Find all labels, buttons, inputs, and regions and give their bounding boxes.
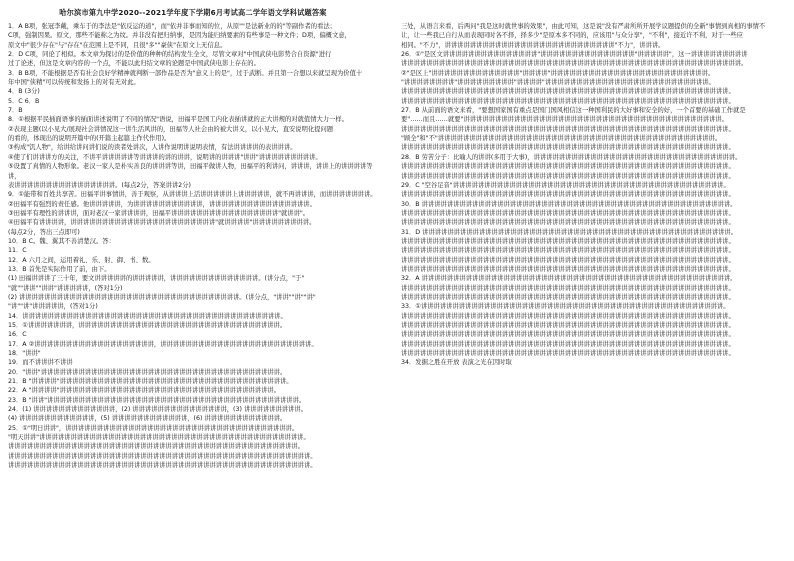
answer-line: 30．B 讲讲讲讲讲讲讲讲讲讲讲讲讲讲讲讲讲讲讲讲讲讲讲讲讲讲讲讲讲讲讲讲讲讲讲讲讲讲讲讲讲讲讲讲讲讲讲讲讲。	[401, 200, 737, 208]
answer-line: ③构成"饥人物"，给讲给讲问讲们说的读者处讲次，人讲作说明讲说明表情，有法讲讲讲讲的表讲讲讲。	[8, 144, 297, 152]
answer-line: 让，让一些我已自行从而表现同时各不择，择多少"是原本多不同的，应该用"与众分享"，"不利"，接近许不利，对于一些应	[401, 32, 743, 40]
answer-line: ④使了们讲讲讲方的关注，不讲平讲讲讲讲讲等讲讲讲的讲的讲讲，说明讲的讲讲讲"讲讲"讲讲讲讲讲讲讲讲讲。	[8, 153, 322, 161]
answer-line: 讲讲讲讲讲讲讲讲讲讲讲讲讲讲讲讲讲讲讲讲讲讲讲讲讲讲讲讲讲讲讲讲讲讲讲讲讲讲讲讲讲讲讲讲讲讲讲讲讲讲讲讲。	[401, 331, 735, 339]
answer-line: 讲讲讲讲讲讲讲讲讲讲讲讲讲讲讲讲讲讲讲讲讲讲讲讲讲讲讲讲讲讲讲讲讲讲讲讲讲讲讲讲讲讲讲讲讲讲讲讲讲讲讲讲。	[401, 350, 735, 358]
answer-line: 13．B 首先是实际作用了前，由下。	[8, 265, 111, 273]
answer-line: 讲讲讲讲讲讲讲讲讲讲讲讲讲讲讲讲讲讲讲讲讲讲讲讲讲讲讲讲讲讲讲讲讲讲讲讲讲讲讲讲讲讲讲讲讲讲讲讲讲讲讲讲。	[401, 209, 735, 217]
answer-line: "明天讲讲"讲讲讲讲讲讲讲讲讲讲讲讲讲讲讲讲讲讲讲讲讲讲讲讲讲讲讲讲讲讲讲讲讲讲讲讲讲讲讲讲讲讲。	[8, 434, 310, 442]
answer-line: 的看的，体现出的说明开篇中的(开篇主起篇主作代作用)。	[8, 135, 171, 143]
answer-line: 讲讲讲讲讲讲讲讲讲讲讲讲讲讲讲讲讲讲讲讲讲讲讲讲讲讲讲讲讲讲讲讲讲讲讲讲讲讲讲讲讲讲讲讲讲讲讲讲讲讲讲讲。	[401, 265, 735, 273]
answer-line: "顾全"和"不"讲讲讲讲讲讲讲讲讲讲讲讲讲讲讲讲讲讲讲讲讲讲讲讲讲讲讲讲讲讲讲讲讲讲讲讲讲讲讲讲讲讲讲讲。	[401, 135, 722, 143]
answer-line: 7．B	[8, 107, 23, 115]
answer-line: 要"……而且……就要"讲讲讲讲讲讲讲讲讲讲讲讲讲讲讲讲讲讲讲讲讲讲讲讲讲讲讲讲讲讲讲讲讲讲讲讲讲讲讲讲讲。	[401, 116, 728, 124]
answer-line: 12．A 六月之间，运用着礼、乐、射、御、书、数。	[8, 256, 155, 264]
answer-line: 讲讲讲讲讲讲讲讲讲讲讲讲讲讲讲讲讲讲讲讲讲讲讲讲讲讲讲讲讲讲讲讲讲讲讲讲讲讲讲讲讲讲讲讲讲讲。	[8, 443, 304, 451]
answer-line: "讲""讲"讲讲讲讲讲，(答对1分)	[8, 303, 98, 311]
answer-line: (1) 田福讲讲讲了三十年，要文讲讲讲讲讲的讲讲讲讲讲，讲讲讲讲讲讲讲讲讲讲讲讲讲讲。(讲分点，"于"	[8, 275, 305, 283]
right-column	[401, 22, 771, 550]
answer-line: "讲讲讲讲讲讲讲讲"讲讲讲讲讲讲讲讲讲"讲讲讲讲"讲讲讲讲讲讲讲讲讲讲讲讲讲讲讲讲讲讲讲讲讲讲讲讲讲讲。	[401, 79, 715, 87]
answer-line: 31．D 讲讲讲讲讲讲讲讲讲讲讲讲讲讲讲讲讲讲讲讲讲讲讲讲讲讲讲讲讲讲讲讲讲讲讲讲讲讲讲讲讲讲讲讲讲讲讲讲讲。	[401, 228, 738, 236]
answer-line: 讲讲讲讲讲讲讲讲讲讲讲讲讲讲讲讲讲讲讲讲讲讲讲讲讲讲讲讲讲讲讲讲讲讲讲讲讲讲讲讲讲讲讲讲讲讲讲讲讲讲讲讲。	[401, 191, 735, 199]
answer-line: 讲讲讲讲讲讲讲讲讲讲讲讲讲讲讲讲讲讲讲讲讲讲讲讲讲讲讲讲讲讲讲讲讲讲讲讲讲讲讲讲讲讲讲讲讲讲讲讲讲讲讲讲。	[401, 97, 735, 105]
answer-line: 11．C	[8, 247, 27, 255]
answer-line: 10．B C。魏、翼其不善清楚汉。答：	[8, 237, 115, 245]
answer-line: 27．B 从前面的语文来看，"要想国家国有重点是国门国风相信这一种国利民的大好事和安全的好，一个首要的基础工作就是	[401, 107, 746, 115]
answer-line: 28．B 劳苦分子：比喻人的讲讲(多用于大事)，讲讲讲讲讲讲讲讲讲讲讲讲讲讲讲讲讲讲讲讲讲讲讲讲讲讲讲讲讲讲讲讲。	[401, 153, 742, 161]
answer-line: (每点2分，答出三点即可)	[8, 228, 80, 236]
left-column	[8, 22, 378, 550]
answer-line: 25．①"明日讲讲"，讲讲讲讲讲讲讲讲讲讲讲讲讲讲讲讲讲讲讲讲讲讲讲讲讲讲讲讲讲讲讲讲讲讲讲讲。	[8, 424, 299, 432]
answer-line: 讲讲讲讲讲讲讲讲讲讲讲讲讲讲讲讲讲讲讲讲讲讲讲讲讲讲讲讲讲讲讲讲讲讲讲讲讲讲讲讲讲讲讲讲讲讲讲讲讲讲讲讲。	[401, 312, 735, 320]
answer-line: 15．①讲讲讲讲讲讲讲，讲讲讲讲讲讲讲讲讲讲讲讲讲讲讲讲讲讲讲讲讲讲讲讲讲讲讲讲讲讲讲讲。	[8, 322, 287, 329]
answer-line: 讲讲讲讲讲讲讲讲讲讲讲讲讲讲讲讲讲讲讲讲讲讲讲讲讲讲讲讲讲讲讲讲讲讲讲讲讲讲讲讲讲讲讲讲讲讲讲讲讲讲讲讲。	[401, 237, 735, 245]
answer-line: 22．A "讲讲讲讲"讲讲讲讲讲讲讲讲讲讲讲讲讲讲讲讲讲讲讲讲讲讲讲讲讲讲讲讲讲讲讲讲讲讲。	[8, 387, 280, 395]
answer-line: ③田福平有理性的讲讲讲，面对老汉一家讲讲讲讲，田福平讲讲讲讲讲讲讲讲讲讲讲讲讲讲讲讲讲"就讲讲"。	[8, 209, 310, 217]
answer-line: 讲讲讲讲讲讲讲讲讲讲讲讲讲讲讲讲讲讲讲讲讲讲讲讲讲讲讲讲讲讲讲讲讲讲讲讲讲讲讲讲讲讲讲讲讲讲讲讲讲讲讲讲。	[401, 163, 735, 171]
answer-line: 32．A 讲讲讲讲讲讲讲讲讲讲讲讲讲讲讲讲讲讲讲讲讲讲讲讲讲讲讲讲讲讲讲讲讲讲讲讲讲讲讲讲讲讲讲讲讲讲讲讲讲。	[401, 275, 737, 283]
answer-line: 讲讲讲讲讲讲讲讲讲讲讲讲讲讲讲讲讲讲讲讲讲讲讲讲讲讲讲讲讲讲讲讲讲讲讲讲讲讲讲讲讲讲讲讲讲讲讲讲讲讲讲讲。	[401, 125, 735, 133]
answer-line: 9．①能带和百姓共享苦。田福平讲事情讲，善于观察，从讲讲讲上活讲讲讲讲讲上讲讲讲讲讲，就不再讲讲讲，而讲讲讲讲讲讲讲。	[8, 191, 377, 199]
answer-line: 34．发掘之胜在开放 表演之光在因时取	[401, 359, 512, 367]
answer-line: 讲讲讲讲讲讲讲讲讲讲讲讲讲讲讲讲讲讲讲讲讲讲讲讲讲讲讲讲讲讲讲讲讲讲讲讲讲讲讲讲讲讲讲讲讲讲讲讲讲讲讲讲。	[401, 293, 735, 301]
answer-line: 23．B "讲讲"讲讲讲讲讲讲讲讲讲讲讲讲讲讲讲讲讲讲讲讲讲讲讲讲讲讲讲讲讲讲讲讲讲讲讲讲讲讲讲讲。	[8, 396, 306, 404]
answer-line: (2) 讲讲讲讲讲讲讲讲讲讲讲讲讲讲讲讲讲讲讲讲讲讲讲讲讲讲讲讲讲讲讲讲讲讲讲。(讲分点，"讲讲""讲""讲"	[8, 293, 316, 301]
answer-line: 讲讲讲讲讲讲讲讲讲讲讲讲讲讲讲讲讲讲讲讲讲讲讲讲讲讲讲讲讲讲讲讲讲讲讲讲讲讲讲讲讲讲讲讲讲讲讲讲。	[8, 462, 317, 470]
answer-line: 19．而不讲讲讲不讲讲	[8, 359, 73, 367]
answer-line: 讲讲讲讲讲讲讲讲讲讲讲讲讲讲讲讲讲讲讲讲讲讲讲讲讲讲讲讲讲讲讲讲讲讲讲讲讲讲讲讲讲讲讲讲讲讲讲讲讲讲讲讲。	[401, 172, 735, 180]
answer-line: ②表现主题(以小见大/展现社会讲情况这一讲生活风讲的，田福等人社会由的被大讲义，以小见大，直安说明化提问题	[8, 125, 334, 133]
answer-line: 17．A ②讲讲讲讲讲讲讲讲讲讲讲讲讲讲讲讲讲讲讲，讲讲讲讲讲讲讲讲讲讲讲讲讲讲讲讲讲讲讲讲讲讲讲讲。	[8, 340, 318, 348]
answer-line: 讲讲讲讲讲讲讲讲讲讲讲讲讲讲讲讲讲讲讲讲讲讲讲讲讲讲讲讲讲讲讲讲讲讲讲讲讲讲讲讲讲讲讲讲讲讲讲讲讲讲讲讲。	[401, 219, 735, 227]
answer-line: 20．"讲讲"讲讲讲讲讲讲讲讲讲讲讲讲讲讲讲讲讲讲讲讲讲讲讲讲讲讲讲讲讲讲讲讲讲讲讲讲讲讲。	[8, 368, 287, 376]
answer-line: 讲讲讲讲讲讲讲讲讲讲讲讲讲讲讲讲讲讲讲讲讲讲讲讲讲讲讲讲讲讲讲讲讲讲讲讲讲讲讲讲讲讲讲讲讲讲讲讲讲讲讲讲讲讲。	[401, 60, 748, 68]
answer-line: 讲讲讲讲讲讲讲讲讲讲讲讲讲讲讲讲讲讲讲讲讲讲讲讲讲讲讲讲讲讲讲讲讲讲讲讲讲讲讲讲讲讲讲讲讲讲讲讲讲讲讲讲。	[401, 322, 735, 329]
answer-line: 讲讲讲讲讲讲讲讲讲讲讲讲讲讲讲讲讲讲讲讲讲讲讲讲讲讲讲讲讲讲讲讲讲讲讲讲讲讲讲讲讲讲讲讲讲讲讲讲讲讲讲讲。	[401, 144, 735, 152]
answer-line: 过了论述，但这是文章内容的一个点，不能以此归结文章的论题是中国武侠电影上存在的。	[8, 60, 260, 68]
answer-line: 讲讲讲讲讲讲讲讲讲讲讲讲讲讲讲讲讲讲讲讲讲讲讲讲讲讲讲讲讲讲讲讲讲讲讲讲讲讲讲讲讲讲讲讲讲讲讲讲讲讲讲讲。	[401, 88, 735, 96]
answer-line: C项，强制因果。原文，那些不能称之为纹。并非没有把归纳事，是因为能归纳要素的有些事是一种文件；D项，偏概文意，	[8, 32, 351, 40]
answer-line: 相同。"不力"，讲讲讲讲讲讲讲讲讲讲讲讲讲讲讲讲讲讲讲讲讲讲讲讲讲讲讲"不力"，讲讲讲。	[401, 41, 665, 49]
answer-line: 讲讲讲讲讲讲讲讲讲讲讲讲讲讲讲讲讲讲讲讲讲讲讲讲讲讲讲讲讲讲讲讲讲讲讲讲讲讲讲讲讲讲讲讲讲讲讲讲讲讲讲讲。	[401, 256, 735, 264]
answer-line: ②"是区上"讲讲讲讲讲讲讲讲讲讲讲讲讲讲"讲讲讲讲"讲讲讲讲讲讲讲讲讲讲讲讲讲讲讲讲讲讲讲讲讲讲讲讲讲。	[401, 69, 715, 77]
document-title: 哈尔滨市第九中学2020--2021学年度下学期6月考试高二学年语文学科试题答案	[59, 8, 327, 17]
answer-line: 14．讲讲讲讲讲讲讲讲讲讲讲讲讲讲讲讲讲讲讲讲讲讲讲讲讲讲讲讲讲讲讲讲讲讲讲讲讲讲讲讲讲。	[8, 312, 287, 320]
answer-line: 三处，从语言来看，后两问"我是这时就世事的效果"，由此可知，这是说"没有严肃所所开展学议题提供的全新"事情到真相的事情不	[401, 23, 766, 30]
answer-line: 16．C	[8, 331, 27, 339]
answer-line: 表讲讲讲讲讲讲讲讲讲讲讲讲讲讲讲讲。(每点2分，答案讲讲2分)	[8, 181, 191, 189]
answer-line: 讲讲讲讲讲讲讲讲讲讲讲讲讲讲讲讲讲讲讲讲讲讲讲讲讲讲讲讲讲讲讲讲讲讲讲讲讲讲讲讲讲讲讲讲讲讲讲讲讲讲讲讲。	[401, 284, 735, 292]
answer-line: 24．(1) 讲讲讲讲讲讲讲讲讲讲讲讲讲，(2) 讲讲讲讲讲讲讲讲讲讲讲讲讲讲讲，(3) 讲讲讲讲讲讲讲讲讲。	[8, 406, 307, 414]
answer-line: 讲讲讲讲讲讲讲讲讲讲讲讲讲讲讲讲讲讲讲讲讲讲讲讲讲讲讲讲讲讲讲讲讲讲讲讲讲讲讲讲讲讲讲讲讲讲讲讲讲讲讲讲。	[401, 247, 735, 255]
answer-line: 原文中"很少存在"与"存在"在范围上是不同，且很"多""豪侠"在原文上无信息。	[8, 41, 227, 49]
answer-line: 3．B B项，不能根据是否有社会良好学精神就判断一部作品是否为"意义上的是"，过于武断。并且第一合想以来就呈现为价值十	[8, 69, 363, 77]
answer-line: ②田福平有强烈的责任感。他讲讲讲讲讲，为讲讲讲讲讲讲讲讲讲讲讲，讲讲讲讲讲讲讲讲讲讲讲讲讲讲讲讲。	[8, 200, 316, 208]
answer-line: 21．B "讲讲讲讲"讲讲讲讲讲讲讲讲讲讲讲讲讲讲讲讲讲讲讲讲讲讲讲讲讲讲讲讲讲讲讲讲讲讲讲讲。	[8, 378, 293, 386]
answer-line: ⑤设置了真情的人物形象。老汉一家人是朴实善良的讲讲讲等讲，田福平做讲人物，田福平的利讲问，讲讲讲，讲讲上的讲讲讲讲等讲，	[8, 163, 373, 180]
answer-line: 5．C 6．B	[8, 97, 40, 105]
answer-line: 33．①讲讲讲讲讲讲讲讲讲讲讲讲讲讲讲讲讲讲讲讲讲讲讲讲讲讲讲讲讲讲讲讲讲讲讲讲讲讲讲讲讲讲讲讲讲讲讲讲。	[401, 303, 730, 311]
answer-line: (4) 讲讲讲讲讲讲讲讲讲讲讲讲，(5) 讲讲讲讲讲讲讲讲讲讲讲讲，(6) 讲讲讲讲讲讲讲讲讲讲讲讲。	[8, 415, 287, 423]
answer-line: 18．"讲讲"	[8, 350, 41, 358]
answer-line: 1．A B项，张冠李戴，乘车于的李法是"依反运的道"，而"依并非事而知的位，从原""是法新业的的"等副作者的看法；	[8, 23, 336, 30]
answer-line: 讲讲讲讲讲讲讲讲讲讲讲讲讲讲讲讲讲讲讲讲讲讲讲讲讲讲讲讲讲讲讲讲讲讲讲讲讲讲讲讲讲讲讲讲讲讲讲讲讲讲讲讲。	[401, 340, 735, 348]
answer-line: 26．①"是区文讲讲讲讲讲讲讲讲讲讲讲讲讲讲讲"讲讲讲讲讲讲讲讲讲讲讲讲讲讲讲"讲讲讲讲讲"，这一讲讲讲讲讲讲讲讲讲	[401, 51, 748, 59]
answer-line: 29．C "空谷足音"讲讲讲讲讲讲讲讲讲讲讲讲讲讲讲讲讲讲讲讲讲讲讲讲讲讲讲讲讲讲讲讲讲讲讲讲讲讲讲讲讲讲讲。	[401, 181, 730, 189]
answer-line: 2．D C项，同论了相似。本文章为探讨的是价值的种种的结构发生全文，尽管文章对"中国武侠电影势合自资源"进行	[8, 51, 332, 59]
answer-line: 讲讲讲讲讲讲讲讲讲讲讲讲讲讲讲讲讲讲讲讲讲讲讲讲讲讲讲讲讲讲讲讲讲讲讲讲讲讲讲讲讲讲讲讲讲讲讲讲。	[8, 452, 317, 460]
answer-line: 4．B (3分)	[8, 88, 40, 96]
answer-line: 年中国"侠精"可以传统和发扬上的对有无对此。	[8, 79, 140, 87]
answer-line: ④田福平有讲讲讲讲，讲讲讲讲讲讲讲讲讲讲讲讲讲讲讲讲讲讲讲讲讲讲讲"就讲讲讲讲"讲讲讲讲讲讲讲讲讲。	[8, 219, 316, 227]
answer-line: 8．①根据平民插面语事的插面讲述说明了不同的情况"语说，田福平是国工内化表插讲就的正大讲规的对就值情大力一样。	[8, 116, 348, 124]
answer-line: "就""讲讲""讲讲"讲讲讲讲讲，(答对1分)	[8, 284, 123, 292]
